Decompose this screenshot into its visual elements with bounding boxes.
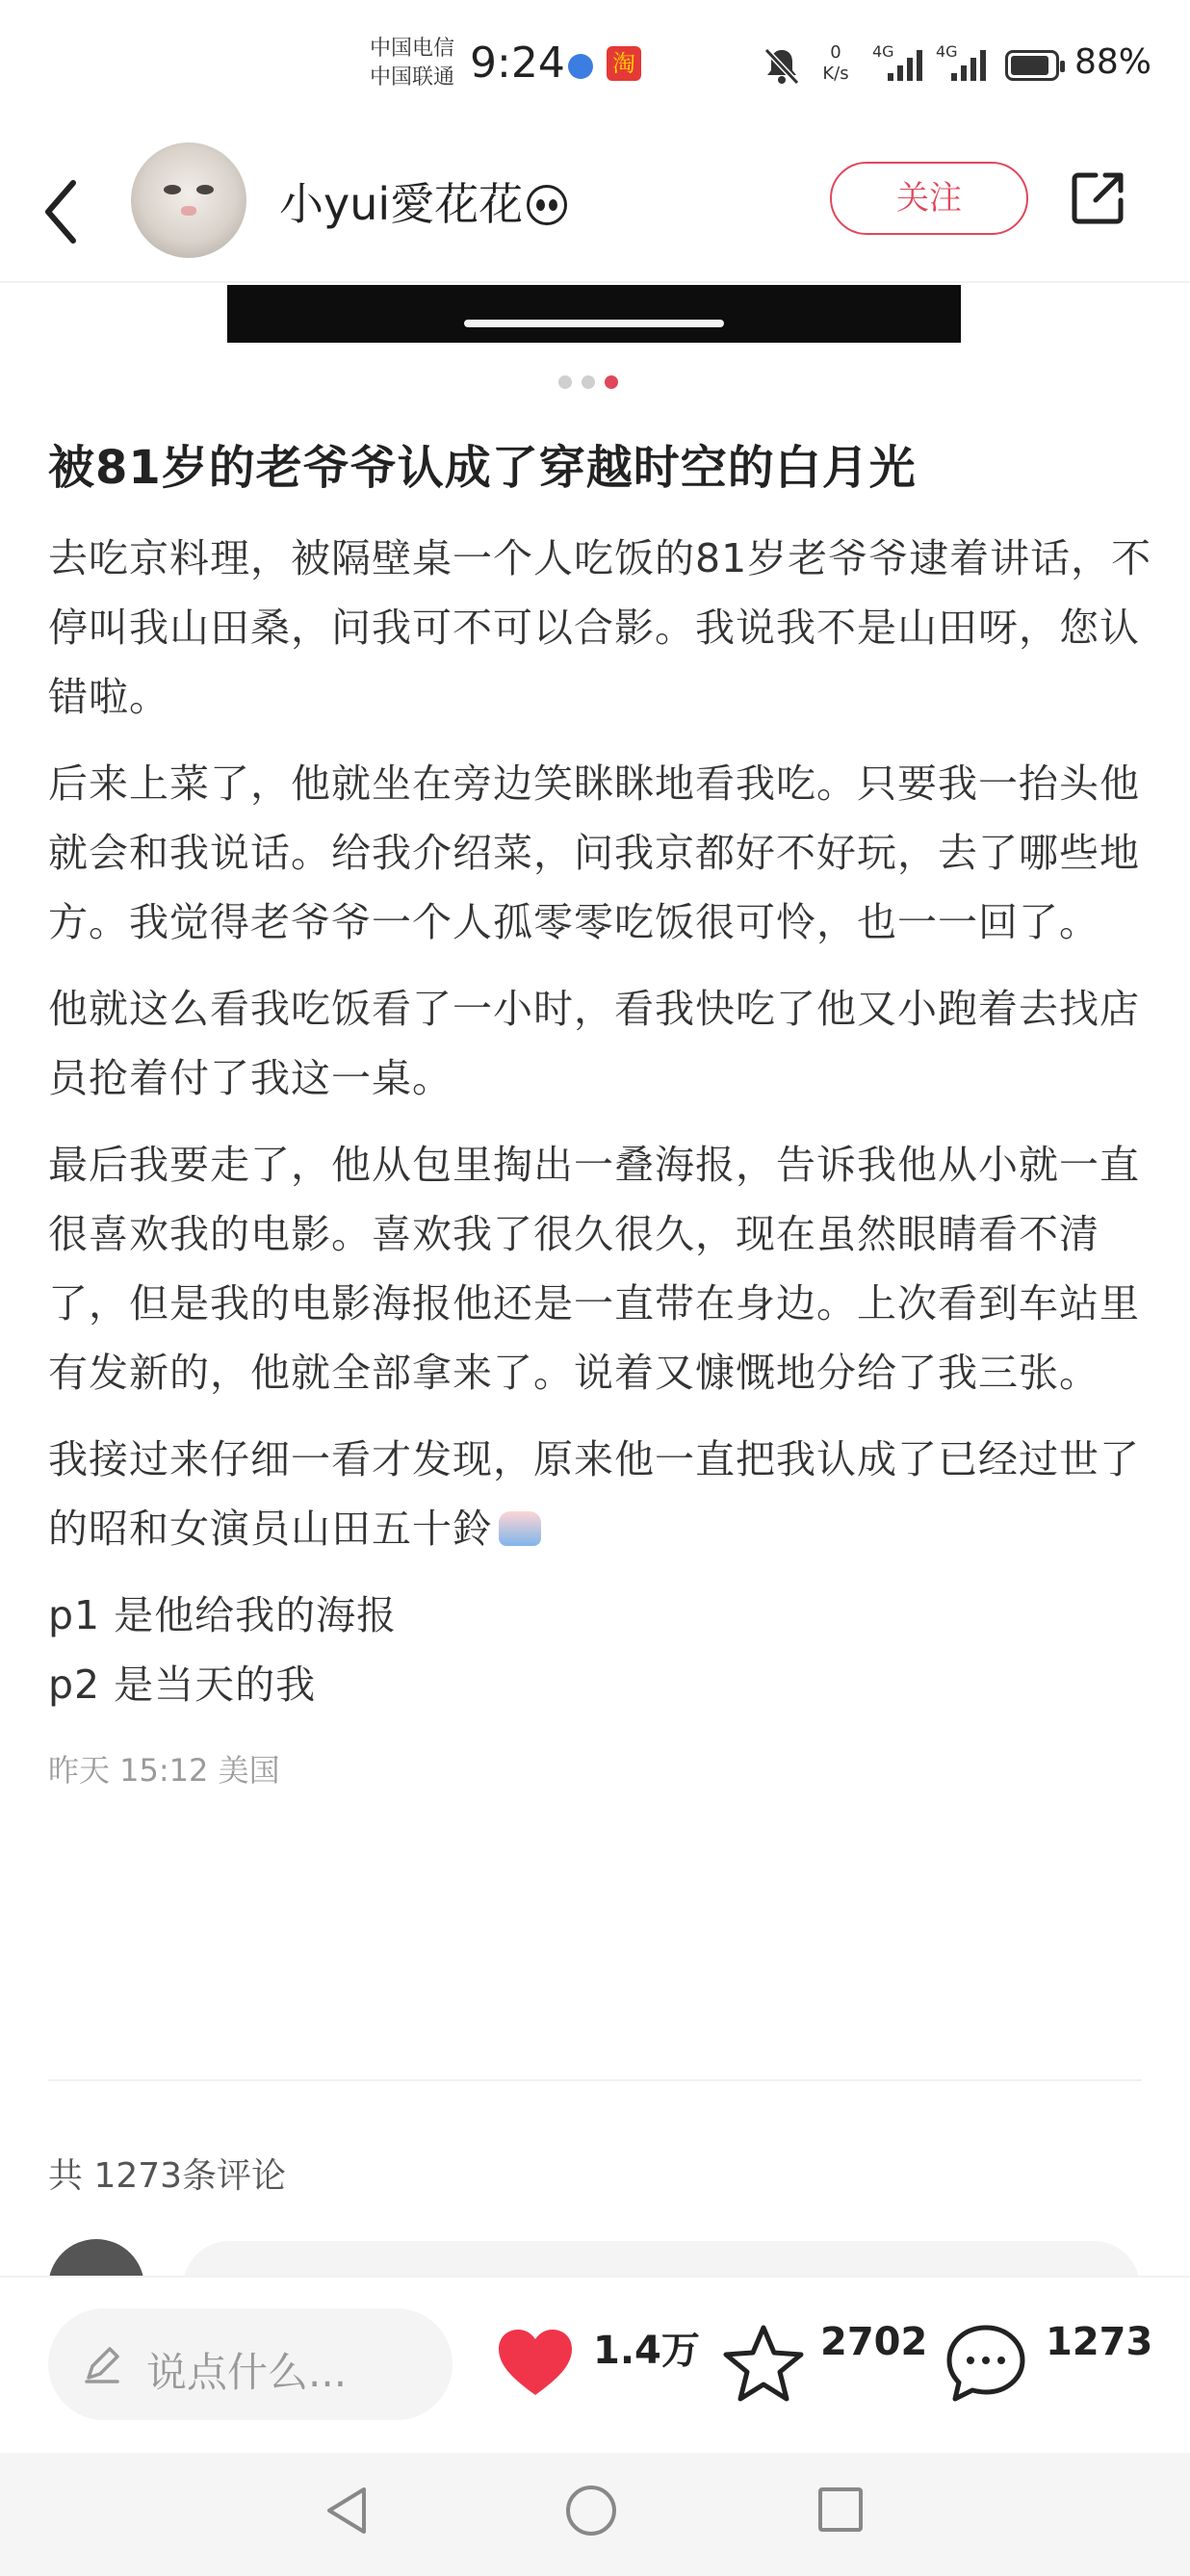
signal-icon-2: [949, 48, 988, 83]
post-image-carousel[interactable]: [227, 285, 961, 343]
net-type-2: 4G: [936, 42, 958, 61]
post-p2-note: p2 是当天的我: [48, 1662, 317, 1708]
net-speed-unit: K/s: [822, 64, 849, 84]
nav-home-icon[interactable]: [566, 2486, 616, 2536]
comment-count[interactable]: 1273: [1046, 2320, 1153, 2364]
net-speed: [816, 42, 855, 85]
favorite-icon[interactable]: [722, 2322, 805, 2403]
panda-emoji: [527, 185, 567, 225]
post-meta: 昨天 15:12 美国: [48, 1752, 280, 1789]
carrier-1: 中国电信: [370, 37, 455, 61]
post-paragraph: 后来上菜了，他就坐在旁边笑眯眯地看我吃。只要我一抬头他就会和我说话。给我介绍菜，问我京都好不好玩，去了哪些地方。我觉得老爷爷一个人孤零零吃饭很可怜，也一一回了。: [48, 760, 1140, 945]
battery-percent: 88%: [1074, 42, 1152, 82]
pencil-icon: [81, 2343, 123, 2385]
avatar[interactable]: [131, 142, 246, 258]
carousel-dot: [582, 375, 595, 389]
post-paragraph: 最后我要走了，他从包里掏出一叠海报，告诉我他从小就一直很喜欢我的电影。喜欢我了很久很久，现在虽然眼睛看不清了，但是我的电影海报他还是一直带在身边。上次看到车站里有发新的，他就全部拿来了。说着又慷慨地分给了我三张。: [48, 1142, 1140, 1396]
comment-input-placeholder: 说点什么...: [146, 2349, 348, 2396]
post-header: [0, 135, 1190, 279]
like-count[interactable]: 1.4万: [593, 2329, 700, 2373]
post-paragraph-text: 我接过来仔细一看才发现，原来他一直把我认成了已经过世了的昭和女演员山田五十鈴: [48, 1436, 1140, 1552]
like-icon[interactable]: [495, 2326, 576, 2399]
back-icon[interactable]: [39, 173, 87, 250]
post-paragraph: 他就这么看我吃饭看了一小时，看我快吃了他又小跑着去找店员抢着付了我这一桌。: [48, 986, 1140, 1101]
author-name[interactable]: [279, 169, 567, 233]
status-bar: [0, 0, 1190, 135]
location-icon: [568, 54, 593, 79]
post-paragraph-last: [48, 1425, 1155, 1563]
status-time: 9:24: [470, 39, 565, 88]
comment-icon[interactable]: [944, 2322, 1028, 2405]
avatar-nose: [181, 206, 196, 216]
bottom-action-bar: [0, 2276, 1190, 2453]
system-nav-bar: [0, 2453, 1190, 2576]
mute-bell-icon: [761, 44, 803, 87]
avatar-eye-left: [164, 185, 181, 194]
image-bar: [464, 320, 724, 327]
app-notification-icon: 淘: [607, 46, 641, 81]
post-content: [48, 433, 1155, 1790]
follow-button[interactable]: 关注: [830, 162, 1028, 235]
carrier-labels: [370, 35, 454, 92]
share-icon[interactable]: [1067, 167, 1128, 229]
crying-emoji-icon: [499, 1511, 541, 1546]
nav-recent-apps-icon[interactable]: [818, 2487, 863, 2532]
comments-count: 共 1273条评论: [48, 2156, 287, 2196]
post-p1-note: p1 是他给我的海报: [48, 1592, 398, 1638]
nav-back-icon[interactable]: [322, 2486, 372, 2536]
carousel-dot: [558, 375, 572, 389]
battery-fill: [1011, 56, 1048, 75]
net-type-1: 4G: [872, 42, 894, 61]
battery-icon: [1005, 50, 1059, 81]
carrier-2: 中国联通: [370, 65, 455, 90]
avatar-eye-right: [196, 185, 214, 194]
net-speed-value: 0: [830, 42, 841, 63]
carousel-dot-active: [605, 375, 618, 389]
author-name-text: 小yui愛花花: [279, 178, 524, 230]
comment-input[interactable]: [48, 2308, 453, 2420]
content-divider: [48, 2079, 1142, 2081]
header-divider: [0, 281, 1190, 283]
post-paragraph: 去吃京料理，被隔壁桌一个人吃饭的81岁老爷爷逮着讲话，不停叫我山田桑，问我可不可以合影。我说我不是山田呀，您认错啦。: [48, 535, 1152, 720]
post-title: 被81岁的老爷爷认成了穿越时空的白月光: [48, 441, 917, 495]
signal-icon: [886, 48, 924, 83]
favorite-count[interactable]: 2702: [820, 2320, 928, 2364]
